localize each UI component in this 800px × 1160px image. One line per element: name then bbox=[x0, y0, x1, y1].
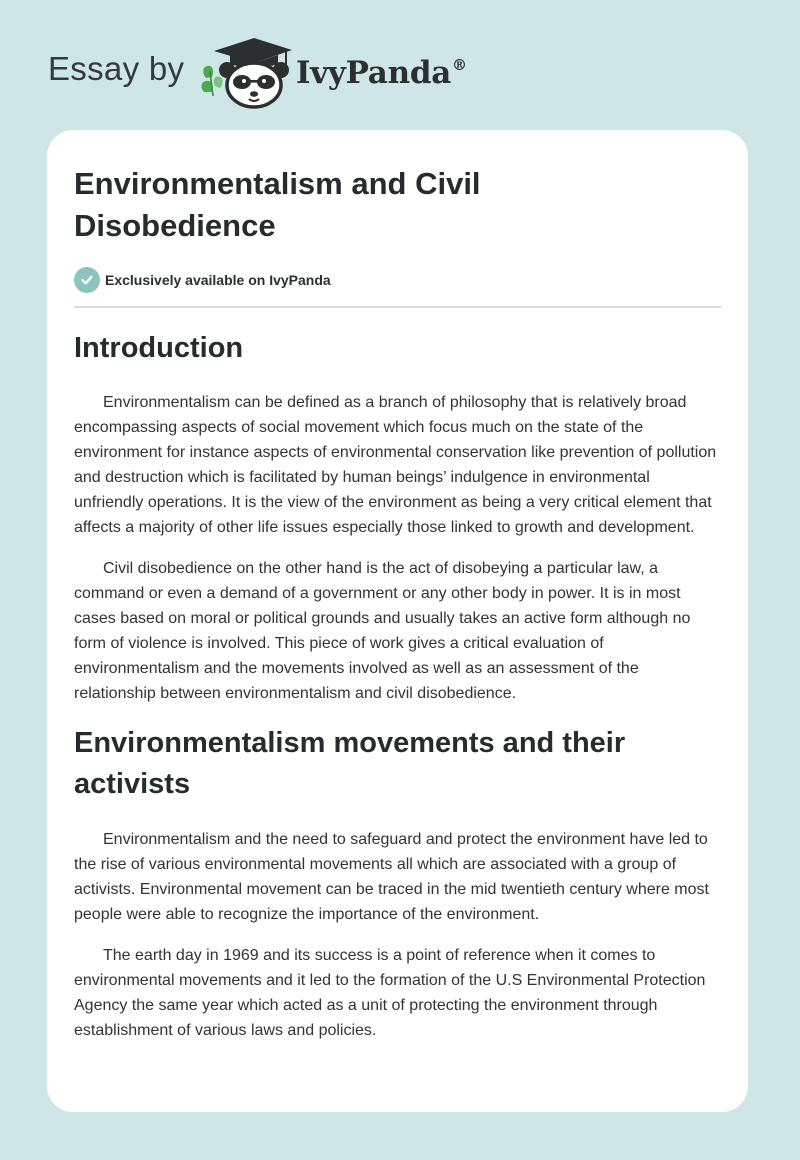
exclusive-badge bbox=[74, 266, 722, 294]
site-brand[interactable] bbox=[48, 34, 468, 110]
brand-name: IvyPanda® bbox=[296, 55, 467, 91]
brand-prefix: Essay by bbox=[48, 50, 185, 87]
title-divider bbox=[74, 306, 722, 308]
section-introduction bbox=[74, 328, 722, 706]
check-circle-icon bbox=[74, 267, 100, 293]
paragraph: The earth day in 1969 and its success is a point of reference when it comes to environmental movements and it led to the formation of the U.S Environmental Protection Agency the same year which acted as a unit of protecting the environment through establishment of various laws and policies. bbox=[74, 947, 706, 1039]
paragraph: Environmentalism can be defined as a branch of philosophy that is relatively broad encompassing aspects of social movement which focus much on the state of the environment for instance aspects of environmental conservation like prevention of pollution and destruction which is facilitated by human beings’ indulgence in environmental unfriendly operations. It is the view of the environment as being a very critical element that affects a majority of other life issues especially those linked to growth and development. bbox=[74, 394, 717, 536]
registered-mark: ® bbox=[452, 55, 467, 74]
section-heading: Introduction bbox=[74, 332, 244, 364]
section-heading: Environmentalism movements and their activists bbox=[74, 727, 626, 800]
badge-text: Exclusively available on IvyPanda bbox=[105, 272, 331, 288]
panda-logo-icon bbox=[200, 34, 295, 110]
essay-card bbox=[47, 130, 748, 1112]
essay-title: Environmentalism and Civil Disobedience bbox=[74, 166, 481, 243]
paragraph: Civil disobedience on the other hand is the act of disobeying a particular law, a command or even a demand of a government or any other body in power. It is in most cases based on moral or political grounds and usually takes an active form although no form of violence is involved. This piece of work gives a critical evaluation of environmentalism and the movements involved as well as an assessment of the relationship between environmentalism and civil disobedience. bbox=[74, 560, 691, 702]
paragraph: Environmentalism and the need to safeguard and protect the environment have led to the rise of various environmental movements all which are associated with a group of activists. Environmental movement can be traced in the mid twentieth century where most people were able to recognize the importance of the environment. bbox=[74, 831, 709, 923]
section-environmentalism-movements bbox=[74, 723, 722, 1043]
